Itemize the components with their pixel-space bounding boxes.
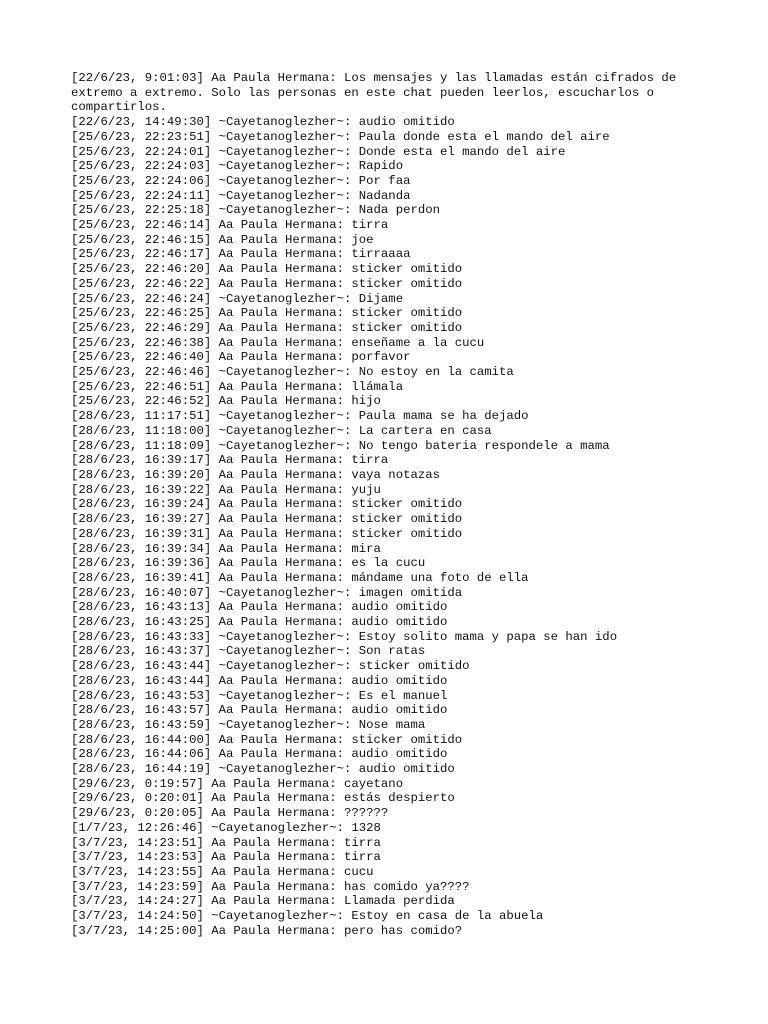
chat-line: [28/6/23, 11:18:09] ~Cayetanoglezher~: No tengo bateria respondele a mama — [71, 438, 610, 453]
chat-line: [25/6/23, 22:46:15] Aa Paula Hermana: joe — [71, 232, 374, 247]
chat-line: [25/6/23, 22:46:22] Aa Paula Hermana: sticker omitido — [71, 276, 463, 291]
chat-line: [25/6/23, 22:46:40] Aa Paula Hermana: porfavor — [71, 350, 411, 365]
chat-line: [29/6/23, 0:20:05] Aa Paula Hermana: ?????? — [71, 806, 389, 821]
chat-line: [28/6/23, 16:40:07] ~Cayetanoglezher~: imagen omitida — [71, 585, 463, 600]
chat-line: [28/6/23, 16:39:22] Aa Paula Hermana: yuju — [71, 482, 381, 497]
chat-line: [28/6/23, 16:43:53] ~Cayetanoglezher~: Es el manuel — [71, 688, 448, 703]
chat-line: [28/6/23, 16:39:34] Aa Paula Hermana: mira — [71, 541, 381, 556]
chat-line: [3/7/23, 14:24:27] Aa Paula Hermana: Llamada perdida — [71, 894, 455, 909]
chat-line: [28/6/23, 16:44:06] Aa Paula Hermana: audio omitido — [71, 747, 448, 762]
chat-line: [3/7/23, 14:23:55] Aa Paula Hermana: cucu — [71, 864, 374, 879]
chat-line: [3/7/23, 14:23:53] Aa Paula Hermana: tirra — [71, 850, 381, 865]
chat-line: [25/6/23, 22:25:18] ~Cayetanoglezher~: Nada perdon — [71, 203, 440, 218]
chat-line: [25/6/23, 22:46:52] Aa Paula Hermana: hijo — [71, 394, 381, 409]
chat-line: [25/6/23, 22:46:38] Aa Paula Hermana: enseñame a la cucu — [71, 335, 485, 350]
chat-export-document — [71, 71, 751, 938]
chat-line: [28/6/23, 16:39:36] Aa Paula Hermana: es la cucu — [71, 556, 426, 571]
chat-line: [28/6/23, 11:18:00] ~Cayetanoglezher~: La cartera en casa — [71, 423, 492, 438]
chat-line: [28/6/23, 16:44:00] Aa Paula Hermana: sticker omitido — [71, 732, 463, 747]
chat-line: [25/6/23, 22:23:51] ~Cayetanoglezher~: Paula donde esta el mando del aire — [71, 129, 610, 144]
chat-line: [28/6/23, 16:43:44] Aa Paula Hermana: audio omitido — [71, 673, 448, 688]
chat-line: [28/6/23, 16:44:19] ~Cayetanoglezher~: audio omitido — [71, 762, 455, 777]
chat-line: [25/6/23, 22:46:46] ~Cayetanoglezher~: No estoy en la camita — [71, 365, 514, 380]
chat-line: [28/6/23, 16:43:25] Aa Paula Hermana: audio omitido — [71, 615, 448, 630]
chat-line: [25/6/23, 22:24:06] ~Cayetanoglezher~: Por faa — [71, 173, 411, 188]
chat-line: [25/6/23, 22:46:14] Aa Paula Hermana: tirra — [71, 218, 389, 233]
chat-line: [25/6/23, 22:24:01] ~Cayetanoglezher~: Donde esta el mando del aire — [71, 144, 566, 159]
chat-line: [29/6/23, 0:19:57] Aa Paula Hermana: cayetano — [71, 776, 404, 791]
chat-line: [28/6/23, 16:43:13] Aa Paula Hermana: audio omitido — [71, 600, 448, 615]
chat-line: [28/6/23, 16:39:31] Aa Paula Hermana: sticker omitido — [71, 526, 463, 541]
chat-line: [28/6/23, 16:43:57] Aa Paula Hermana: audio omitido — [71, 703, 448, 718]
chat-line: [28/6/23, 16:39:27] Aa Paula Hermana: sticker omitido — [71, 512, 463, 527]
chat-line: [25/6/23, 22:46:24] ~Cayetanoglezher~: Dijame — [71, 291, 404, 306]
chat-line: [3/7/23, 14:25:00] Aa Paula Hermana: pero has comido? — [71, 923, 463, 938]
chat-line: [28/6/23, 16:39:41] Aa Paula Hermana: mándame una foto de ella — [71, 570, 529, 585]
chat-line: [22/6/23, 14:49:30] ~Cayetanoglezher~: audio omitido — [71, 115, 455, 130]
chat-line: [1/7/23, 12:26:46] ~Cayetanoglezher~: 1328 — [71, 820, 381, 835]
chat-line: [28/6/23, 16:39:17] Aa Paula Hermana: tirra — [71, 453, 389, 468]
chat-line: [28/6/23, 16:43:37] ~Cayetanoglezher~: Son ratas — [71, 644, 426, 659]
chat-line: [28/6/23, 16:43:59] ~Cayetanoglezher~: Nose mama — [71, 717, 426, 732]
chat-line: [25/6/23, 22:24:11] ~Cayetanoglezher~: Nadanda — [71, 188, 411, 203]
chat-line: [29/6/23, 0:20:01] Aa Paula Hermana: estás despierto — [71, 791, 455, 806]
chat-line: [3/7/23, 14:23:51] Aa Paula Hermana: tirra — [71, 835, 381, 850]
chat-line: [25/6/23, 22:46:29] Aa Paula Hermana: sticker omitido — [71, 320, 463, 335]
chat-line-system-notice: [22/6/23, 9:01:03] Aa Paula Hermana: Los mensajes y las llamadas están cifrados de extremo a extremo. Solo las personas en este chat pueden leerlos, escucharlos o compartirlos. — [71, 71, 677, 115]
chat-line: [25/6/23, 22:46:25] Aa Paula Hermana: sticker omitido — [71, 306, 463, 321]
chat-line: [28/6/23, 16:43:44] ~Cayetanoglezher~: sticker omitido — [71, 659, 470, 674]
chat-line: [3/7/23, 14:24:50] ~Cayetanoglezher~: Estoy en casa de la abuela — [71, 909, 544, 924]
chat-line: [25/6/23, 22:24:03] ~Cayetanoglezher~: Rapido — [71, 159, 404, 174]
chat-line: [3/7/23, 14:23:59] Aa Paula Hermana: has comido ya???? — [71, 879, 470, 894]
chat-line: [28/6/23, 16:39:24] Aa Paula Hermana: sticker omitido — [71, 497, 463, 512]
chat-line: [25/6/23, 22:46:20] Aa Paula Hermana: sticker omitido — [71, 262, 463, 277]
chat-line: [28/6/23, 16:43:33] ~Cayetanoglezher~: Estoy solito mama y papa se han ido — [71, 629, 618, 644]
chat-line: [25/6/23, 22:46:17] Aa Paula Hermana: tirraaaa — [71, 247, 411, 262]
chat-line: [25/6/23, 22:46:51] Aa Paula Hermana: llámala — [71, 379, 404, 394]
chat-line: [28/6/23, 16:39:20] Aa Paula Hermana: vaya notazas — [71, 467, 440, 482]
chat-line: [28/6/23, 11:17:51] ~Cayetanoglezher~: Paula mama se ha dejado — [71, 409, 529, 424]
